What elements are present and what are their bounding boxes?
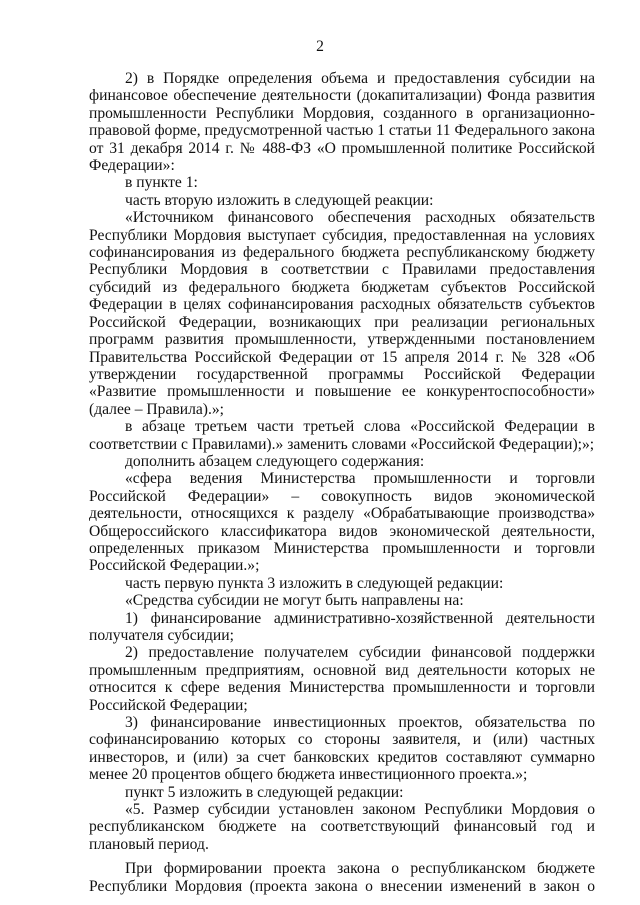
paragraph-amendment-intro: 2) в Порядке определения объема и предоставления субсидии на финансовое обеспечение деятельности (докапитализации) Фонда развития промышленности Республики Мордовия, созданного в организационно-правовой форме, предусмотренной частью 1 статьи 11 Федерального закона от 31 декабря 2014 г. № 488-ФЗ «О промышленной политике Российской Федерации»: <box>89 70 595 175</box>
paragraph-add-clause: дополнить абзацем следующего содержания: <box>125 452 425 470</box>
paragraph-point-3-instruction: часть первую пункта 3 изложить в следующей редакции: <box>125 574 504 592</box>
paragraph-subsidy-amount: «5. Размер субсидии установлен законом Республики Мордовия о республиканском бюджете на соответствующий финансовый год и плановый период. <box>89 801 595 853</box>
paragraph-sphere-definition: «сфера ведения Министерства промышленности и торговли Российской Федерации» – совокупность видов экономической деятельности, относящихся к разделу «Обрабатывающие производства» Общероссийского классификатора видов экономической деятельности, определенных приказом Министерства промышленности и торговли Российской Федерации.»; <box>89 470 595 575</box>
page-number: 2 <box>316 38 324 55</box>
paragraph-paragraph-three-replacement: в абзаце третьем части третьей слова «Российской Федерации в соответствии с Правилами).» заменить словами «Российской Федерации);»; <box>89 418 595 453</box>
list-item-3: 3) финансирование инвестиционных проектов, обязательства по софинансированию которых со стороны заявителя, и (или) частных инвесторов, и (или) за счет банковских кредитов составляют суммарно менее 20 процентов общего бюджета инвестиционного проекта.»; <box>89 714 595 784</box>
paragraph-budget-forming: При формировании проекта закона о республиканском бюджете Республики Мордовия (проекта закона о внесении изменений в закон о <box>89 860 595 895</box>
paragraph-restrictions-intro: «Средства субсидии не могут быть направлены на: <box>125 592 464 610</box>
document-body <box>89 70 595 895</box>
list-item-1: 1) финансирование административно-хозяйственной деятельности получателя субсидии; <box>89 609 595 644</box>
paragraph-funding-source-quote: «Источником финансового обеспечения расходных обязательств Республики Мордовия выступает субсидия, предоставленная на условиях софинансирования из федерального бюджета республиканскому бюджету Республики Мордовия в соответствии с Правилами предоставления субсидий из федерального бюджета бюджетам субъектов Российской Федерации в целях софинансирования расходных обязательств субъектов Российской Федерации, возникающих при реализации региональных программ развития промышленности, утвержденными постановлением Правительства Российской Федерации от 15 апреля 2014 г. № 328 «Об утверждении государственной программы Российской Федерации «Развитие промышленности и повышение ее конкурентоспособности» (далее – Правила).»; <box>89 209 595 418</box>
list-item-2: 2) предоставление получателем субсидии финансовой поддержки промышленным предприятиям, основной вид деятельности которых не относится к сфере ведения Министерства промышленности и торговли Российской Федерации; <box>89 644 595 714</box>
paragraph-point-1: в пункте 1: <box>125 174 198 192</box>
paragraph-part-two-instruction: часть вторую изложить в следующей реакции: <box>125 191 434 209</box>
paragraph-point-5-instruction: пункт 5 изложить в следующей редакции: <box>125 783 404 801</box>
